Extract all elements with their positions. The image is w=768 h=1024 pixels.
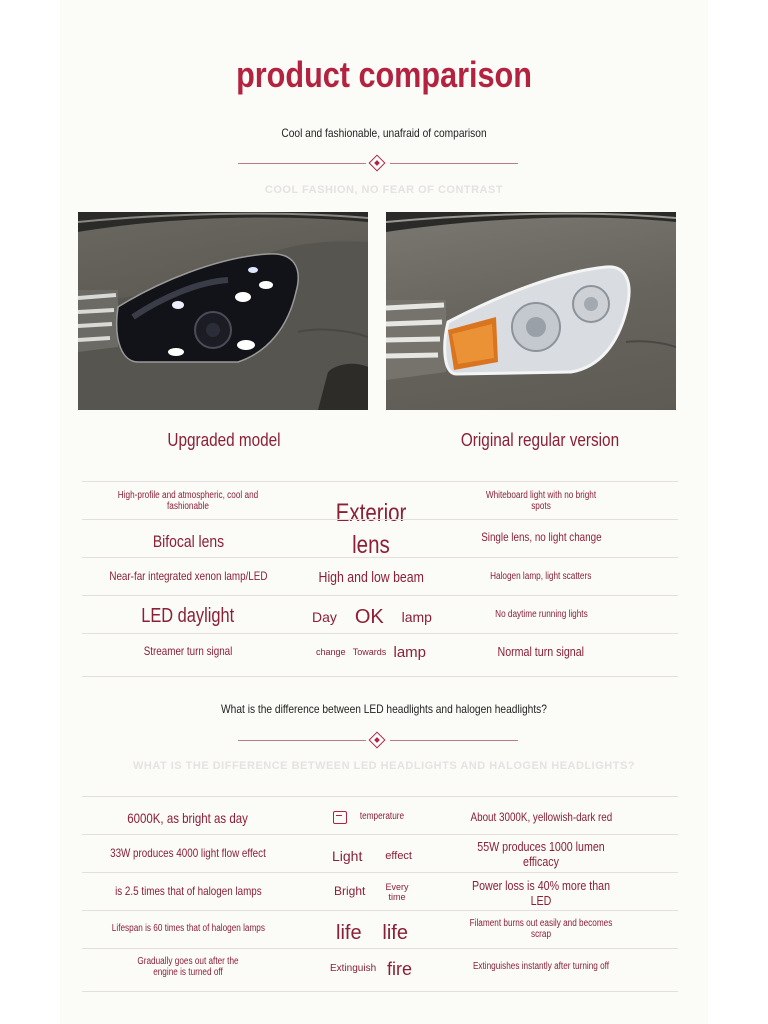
row-middle-text: Bright [334, 884, 366, 899]
row-right-text: About 3000K, yellowish-dark red [470, 810, 612, 825]
row-middle-text: change [316, 646, 346, 657]
row-middle-text: Towards [352, 646, 387, 657]
row-left-text: Bifocal lens [152, 532, 224, 552]
column-header-original: Original regular version [460, 430, 620, 450]
row-middle-text: High and low beam [318, 569, 424, 587]
table-row [82, 872, 678, 911]
row-left-text: 33W produces 4000 light flow effect [110, 846, 266, 861]
table-row [82, 834, 678, 873]
row-middle-text: Extinguish [330, 963, 377, 975]
row-right-text: Halogen lamp, light scatters [490, 571, 592, 583]
section-divider [238, 734, 518, 748]
row-left-text: LED daylight [141, 604, 235, 627]
title-divider [238, 157, 518, 171]
page-title: product comparison [236, 54, 532, 95]
row-left-text: High-profile and atmospheric, cool and fashionable [117, 489, 259, 512]
row-right-text: Filament burns out easily and becomes scrap [469, 917, 613, 940]
table-row [82, 519, 678, 558]
table-row [82, 481, 678, 527]
row-middle-text: OK [354, 605, 384, 628]
original-headlight-photo [386, 212, 676, 410]
row-right-text: Power loss is 40% more than LED [471, 878, 611, 908]
row-middle-text: life [336, 921, 362, 944]
diamond-icon [369, 732, 386, 749]
row-middle-text: life [382, 921, 408, 944]
row-middle-text: temperature [359, 811, 405, 823]
ghost-question: WHAT IS THE DIFFERENCE BETWEEN LED HEADLIGHTS AND HALOGEN HEADLIGHTS? [133, 760, 635, 772]
row-middle-text: fire [386, 958, 412, 979]
upgraded-headlight-photo [78, 212, 368, 410]
row-left-text: Gradually goes out after the engine is turned off [137, 955, 239, 978]
row-right-text: No daytime running lights [494, 609, 588, 621]
row-right-text: 55W produces 1000 lumen efficacy [477, 839, 605, 869]
column-header-upgraded: Upgraded model [167, 430, 281, 450]
row-right-text: Normal turn signal [497, 643, 585, 659]
row-middle-text: lamp [393, 644, 426, 662]
row-middle-text: Day [312, 608, 337, 625]
row-left-text: Streamer turn signal [143, 644, 233, 659]
table-row [82, 557, 678, 596]
row-right-text: Single lens, no light change [480, 530, 602, 545]
row-middle-text: Exterior [335, 498, 407, 527]
table-row [82, 910, 678, 949]
diamond-icon [369, 155, 386, 172]
ghost-subtitle: COOL FASHION, NO FEAR OF CONTRAST [264, 184, 504, 196]
row-left-text: Near-far integrated xenon lamp/LED [108, 569, 268, 584]
row-left-text: Lifespan is 60 times that of halogen lamps [111, 923, 265, 935]
table-row [82, 948, 678, 992]
row-middle-text: lamp [401, 608, 432, 625]
row-middle-text: Light [332, 847, 363, 864]
table-row [82, 633, 678, 677]
row-left-text: 6000K, as bright as day [127, 809, 249, 826]
row-right-text: Whiteboard light with no bright spots [485, 489, 597, 512]
thermometer-box-icon [333, 811, 347, 824]
row-middle-text: lens [352, 530, 390, 559]
row-right-text: Extinguishes instantly after turning off [472, 961, 610, 973]
table-row [82, 796, 678, 835]
row-left-text: is 2.5 times that of halogen lamps [114, 884, 262, 899]
section-question: What is the difference between LED headlights and halogen headlights? [221, 702, 547, 716]
table-row [82, 595, 678, 634]
row-middle-text: effect [385, 849, 412, 862]
page-subtitle: Cool and fashionable, unafraid of comparison [281, 126, 487, 140]
row-middle-text: Every time [385, 881, 409, 902]
